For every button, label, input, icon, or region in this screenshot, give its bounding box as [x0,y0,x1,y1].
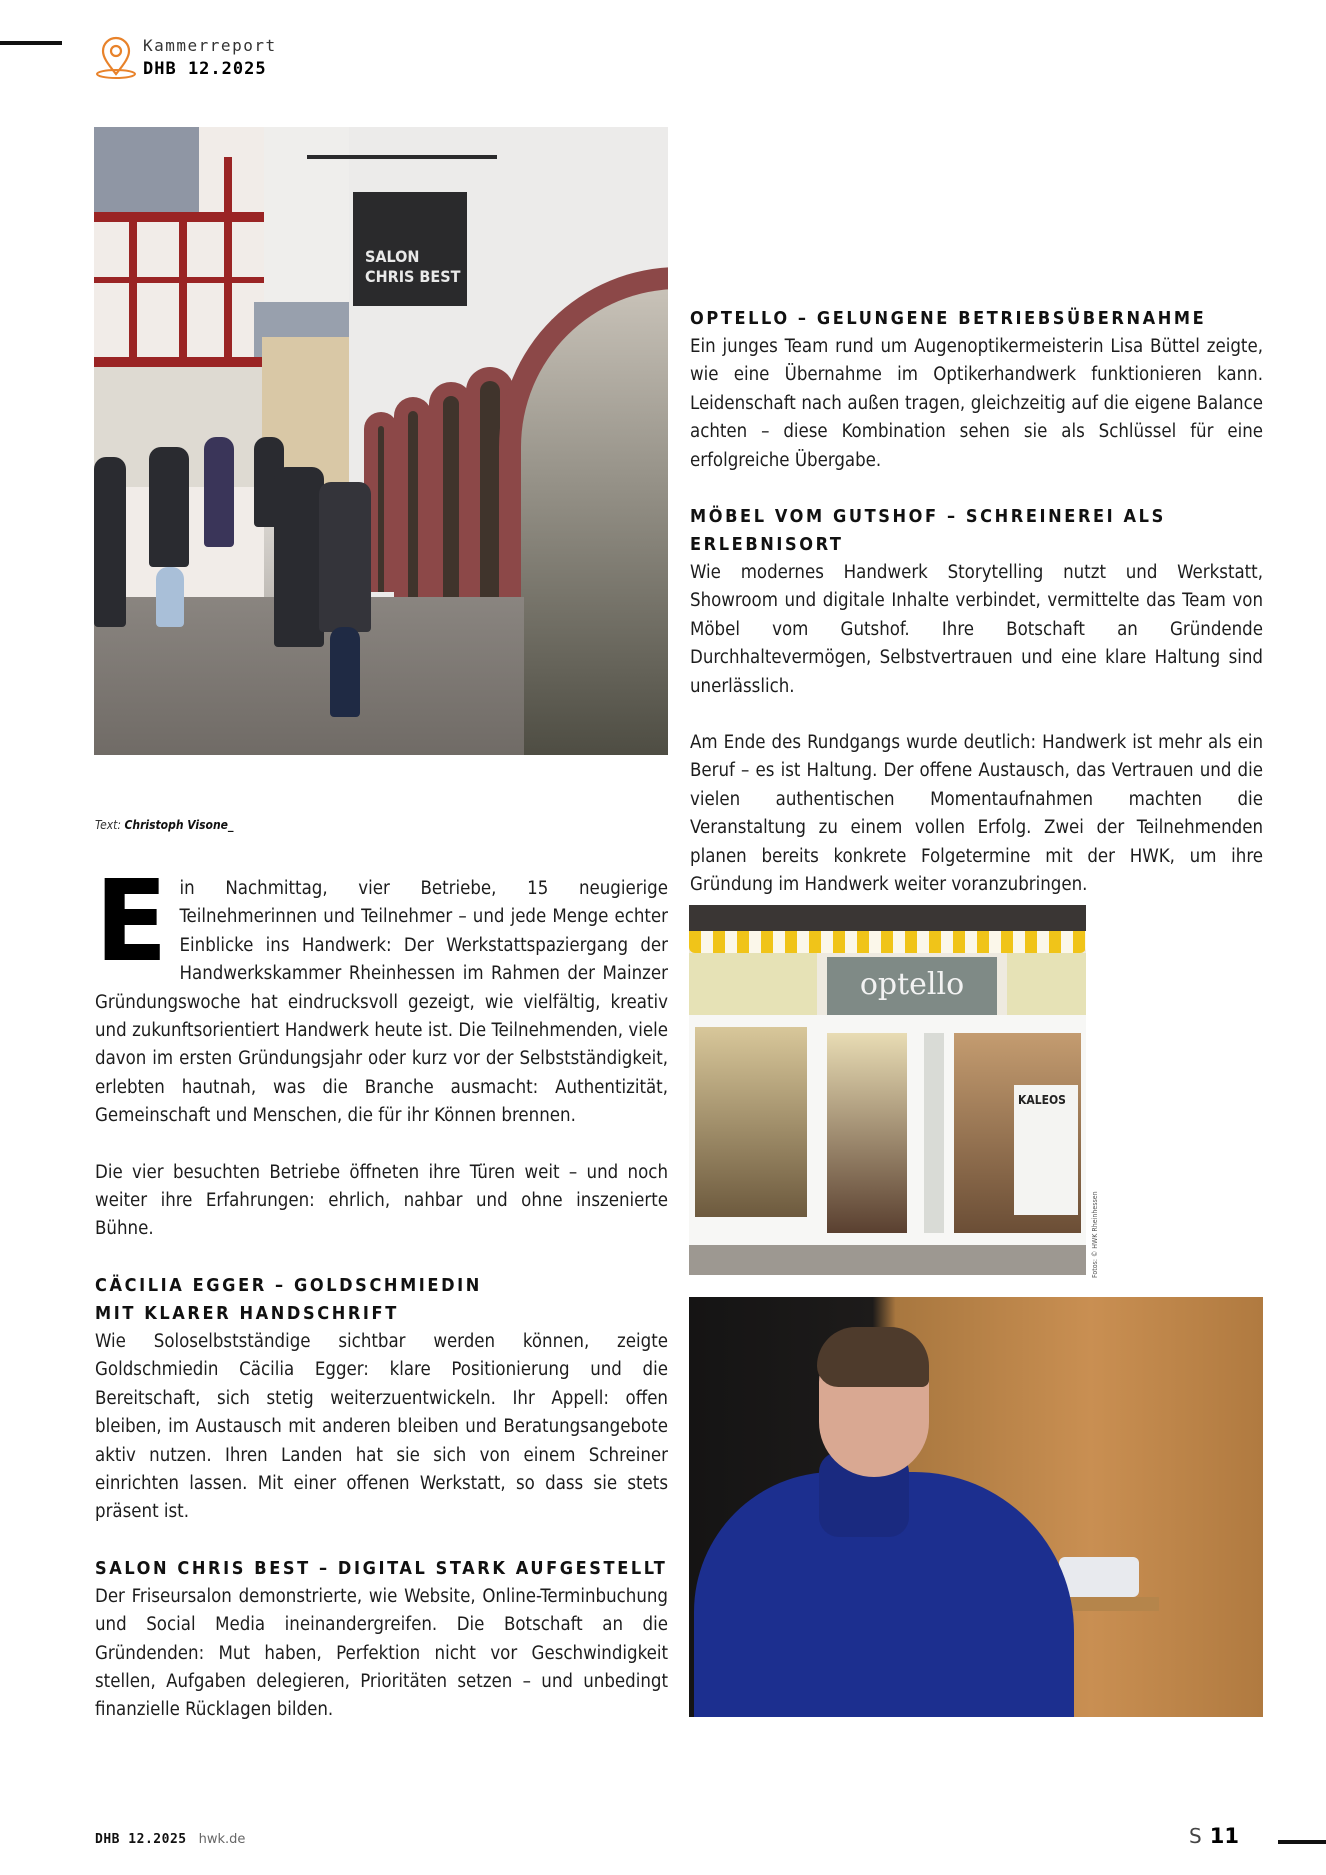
paragraph-second: Die vier besuchten Betriebe öffneten ihre Türen weit – und noch weiter ihre Erfahrungen: ehrlich, nahbar und ohne inszenierte Bühne. [95,1161,668,1240]
optello-storefront-photo [689,905,1086,1275]
optello-shop-sign: optello [827,957,997,1015]
awning [689,931,1086,953]
page-number: 11 [1209,1824,1239,1848]
location-pin-icon [95,36,137,80]
kaleos-display: KALEOS [1014,1085,1078,1215]
subheading-optello: OPTELLO – GELUNGENE BETRIEBSÜBERNAHME [690,308,1207,329]
paragraph-caecilia-egger: Wie Soloselbstständige sichtbar werden können, zeigte Goldschmiedin Cäcilia Egger: klare Positionierung und die Bereitschaft, sich stetig weiterzuentwickeln. Ihr Appell: offen bleiben, im Austausch mit anderen bleiben und Beratungsangebote aktiv nutzen. Ihren Landen hat sie sich von einem Schreiner einrichten lassen. Mit einer offenen Werkstatt, so dass sie stets präsent ist. [95,1330,668,1523]
subheading-salon-chris-best: SALON CHRIS BEST – DIGITAL STARK AUFGESTELLT [95,1557,668,1579]
page-number-block [1189,1824,1239,1848]
paragraph-intro: Ein Nachmittag, vier Betriebe, 15 neugierige Teilnehmerinnen und Teilnehmer – und jede Menge echter Einblicke ins Handwerk: Der Werkstattspaziergang der Handwerkskammer Rheinhessen im Rahmen der Mainzer Gründungswoche hat eindrucksvoll gezeigt, wie vielfältig, kreativ und zukunftsorientiert Handwerk heute ist. Die Teilnehmenden, viele davon im ersten Gründungsjahr oder kurz vor der Selbstständigkeit, erlebten hautnah, was die Branche ausmacht: Authentizität, Gemeinschaft und Menschen, die für ihr Können brennen. [94,857,668,1127]
paragraph-closing: Am Ende des Rundgangs wurde deutlich: Handwerk ist mehr als ein Beruf – es ist Haltung. Der offene Austausch, das Vertrauen und die vielen authentischen Momentaufnahmen machten die Veranstaltung zu einem vollen Erfolg. Zwei der Teilnehmenden planen bereits konkrete Folgetermine mit der HWK, um ihre Gründung im Handwerk weiter voranzubringen. [690,732,1263,896]
section-label: Kammerreport [143,36,277,55]
byline: Text: Christoph Visone_ [95,818,234,832]
photo-credit: Fotos: © HWK Rheinhessen [1091,1191,1099,1278]
footer-issue: DHB 12.2025 [95,1832,187,1847]
page-footer [95,1832,245,1847]
right-text-column [690,305,1263,900]
footer-website-link[interactable]: hwk.de [198,1832,246,1847]
left-text-column [94,857,668,1725]
paragraph-salon-chris-best: Der Friseursalon demonstrierte, wie Website, Online-Terminbuchung und Social Media ineinandergreifen. Die Botschaft an die Gründenden: Mut haben, Perfektion nicht vor Geschwindigkeit stellen, Aufgaben delegieren, Prioritäten setzen – und unbedingt finanzielle Rücklagen bilden. [95,1585,668,1721]
salon-sign: SALON CHRIS BEST [353,192,467,306]
paragraph-moebel-vom-gutshof: Wie modernes Handwerk Storytelling nutzt und Werkstatt, Showroom und digitale Inhalte verbindet, vermittelte das Team von Möbel vom Gutshof. Ihre Botschaft an Gründende Durchhaltevermögen, Selbstvertrauen und eine klare Haltung sind unerlässlich. [690,562,1263,697]
page-header [95,36,277,80]
street-photo [94,127,668,755]
author-name: Christoph Visone_ [124,818,234,832]
issue-label: DHB 12.2025 [143,59,267,79]
page-prefix: S [1189,1824,1202,1848]
portrait-photo [689,1297,1263,1717]
subheading-caecilia-egger: CÄCILIA EGGER – GOLDSCHMIEDIN MIT KLARER HANDSCHRIFT [95,1274,482,1324]
footer-rule [1278,1840,1326,1844]
header-rule [0,41,62,45]
drop-cap: E [94,857,168,987]
subheading-moebel-vom-gutshof: MÖBEL VOM GUTSHOF – SCHREINEREI ALS ERLEBNISORT [690,506,1166,556]
paragraph-optello: Ein junges Team rund um Augenoptikermeisterin Lisa Büttel zeigte, wie eine Übernahme im Optikerhandwerk funktionieren kann. Leidenschaft nach außen tragen, gleichzeitig auf die eigene Balance achten – diese Kombination sehen sie als Schlüssel für eine erfolgreiche Übergabe. [690,336,1263,471]
